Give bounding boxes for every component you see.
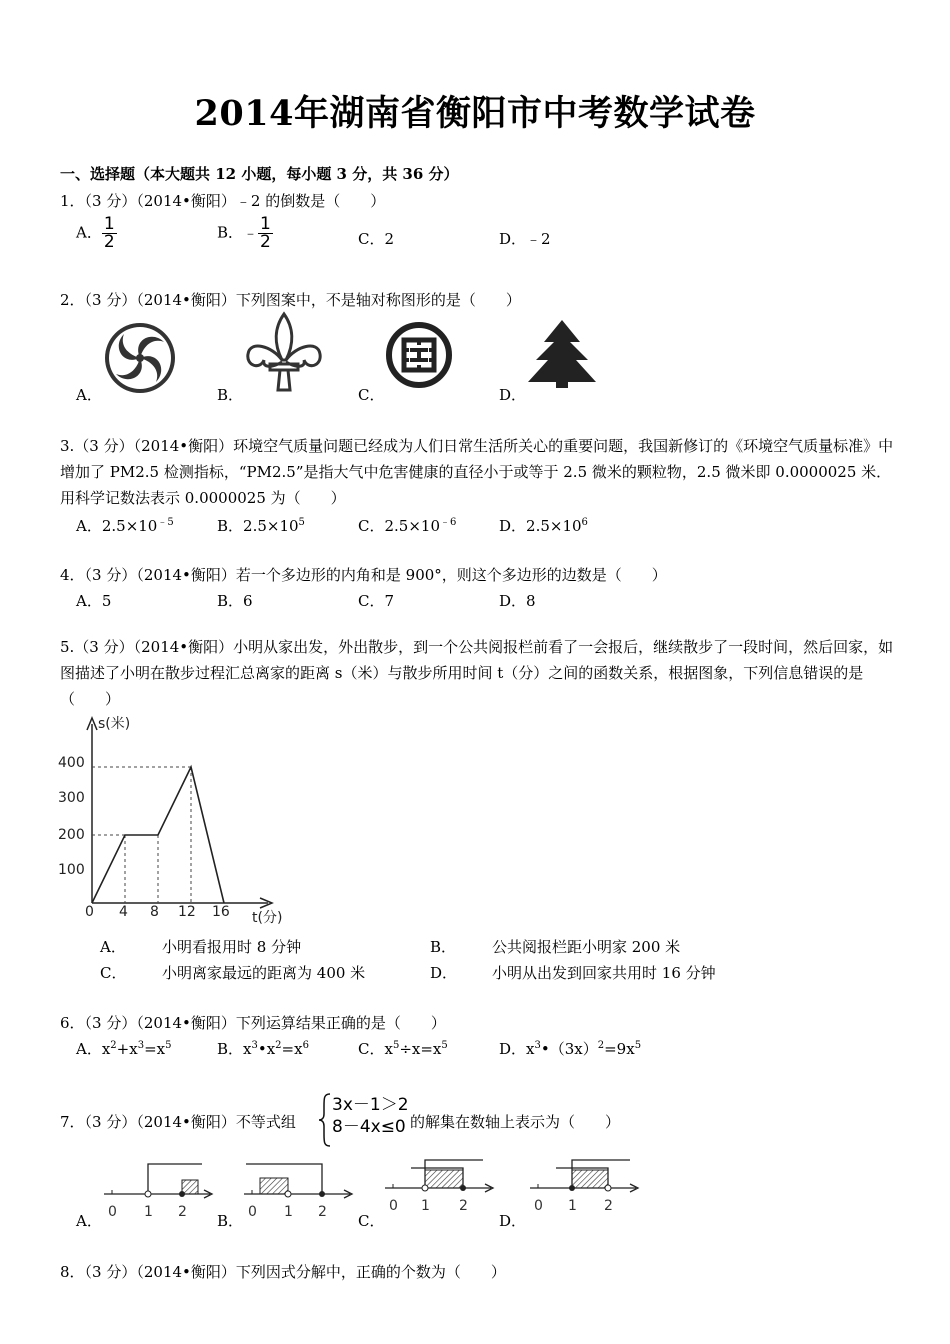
- q5-x-tick-0: 0: [85, 904, 94, 920]
- q7-a-tick-2: 2: [178, 1204, 187, 1220]
- q7-c-tick-2: 2: [459, 1198, 468, 1214]
- q7-b-tick-1: 1: [284, 1204, 293, 1220]
- q1-b-numerator: 1: [260, 214, 271, 234]
- q5-y-tick-100: 100: [58, 862, 85, 878]
- q3-d-base: D．2.5×10: [499, 517, 582, 535]
- q5-x-tick-16: 16: [212, 904, 230, 920]
- q6-b-exp2: 2: [275, 1040, 282, 1051]
- q7-number-line-a: [100, 1158, 220, 1220]
- q1-a-numerator: 1: [103, 214, 115, 234]
- q3-c-base: C．2.5×10: [358, 517, 440, 535]
- q6-d-part3: =9x: [604, 1040, 635, 1058]
- q7-d-tick-1: 1: [568, 1198, 577, 1214]
- exam-title: 2014年湖南省衡阳市中考数学试卷: [194, 93, 756, 134]
- q3-d-exponent: 6: [581, 517, 588, 528]
- q6-d-part2: •（3x）: [540, 1040, 598, 1058]
- q5-option-d-text: 小明从出发到回家共用时 16 分钟: [492, 964, 716, 982]
- q3-b-base: B．2.5×10: [217, 517, 299, 535]
- q1-b-denominator: 2: [260, 232, 271, 252]
- q7-inequality-1: 3x－1＞2: [332, 1095, 409, 1115]
- q6-a-exp2: 3: [137, 1040, 145, 1051]
- q4-option-c: C．7: [358, 592, 395, 610]
- q7-stem-after: 的解集在数轴上表示为（ ）: [410, 1113, 621, 1131]
- q7-number-line-c: [381, 1152, 501, 1214]
- q5-x-tick-12: 12: [178, 904, 196, 920]
- q6-c-exp2: 5: [441, 1040, 448, 1051]
- q5-option-b-text: 公共阅报栏距小明家 200 米: [492, 938, 681, 956]
- q1-b-fraction: [258, 216, 273, 251]
- q6-d-exp2: 2: [597, 1040, 605, 1051]
- q5-option-d-label: D．: [430, 964, 458, 982]
- q3-a-base: A．2.5×10: [76, 517, 158, 535]
- q6-b-exp1: 3: [251, 1040, 258, 1051]
- q6-d-exp3: 5: [634, 1040, 642, 1051]
- q5-option-c-text: 小明离家最远的距离为 400 米: [162, 964, 366, 982]
- q2-option-d: D．: [499, 386, 527, 404]
- q6-c-part2: ÷x=x: [399, 1040, 442, 1058]
- q1-stem: 1．（3 分）（2014•衡阳）﹣2 的倒数是（ ）: [60, 192, 386, 210]
- q3-b-exponent: 5: [298, 517, 305, 528]
- q3-stem: 3.（3 分）（2014•衡阳）环境空气质量问题已经成为人们日常生活所关心的重要问题，我国新修订的《环境空气质量标准》中增加了 PM2.5 检测指标，“PM2.5”是指大气中危害健康的直径小于或等于 2.5 微米的颗粒物，2.5 微米即 0.0000025 米．用科学记数法表示 0.0000025 为（ ）: [60, 437, 894, 507]
- q7-stem-before: 7．（3 分）（2014•衡阳）不等式组: [60, 1113, 296, 1131]
- q1-a-denominator: 2: [103, 232, 115, 252]
- q1-option-b: [217, 216, 273, 251]
- q1-option-a: [76, 216, 117, 251]
- q5-y-tick-300: 300: [58, 790, 85, 806]
- q6-c-exp1: 5: [392, 1040, 400, 1051]
- q3-c-exponent: ﹣6: [440, 517, 457, 528]
- q7-number-line-d: [526, 1152, 646, 1214]
- swirl-pinwheel-figure: [102, 320, 178, 396]
- q6-option-d: [499, 1038, 641, 1059]
- bank-logo-figure: [386, 322, 452, 388]
- q6-option-b: [217, 1038, 309, 1059]
- q5-y-tick-200: 200: [58, 827, 85, 843]
- q3-option-c: [358, 515, 456, 536]
- fleur-de-lis-figure: [242, 310, 326, 396]
- q6-a-part2: +x: [116, 1040, 138, 1058]
- q4-option-a: A．5: [76, 592, 112, 610]
- q5-option-a-text: 小明看报用时 8 分钟: [162, 938, 302, 956]
- q1-option-d: D．﹣2: [499, 230, 551, 248]
- section-heading: 一、选择题（本大题共 12 小题，每小题 3 分，共 36 分）: [60, 165, 459, 183]
- q2-option-c: C．: [358, 386, 385, 404]
- q7-b-tick-2: 2: [318, 1204, 327, 1220]
- q2-stem: 2．（3 分）（2014•衡阳）下列图案中，不是轴对称图形的是（ ）: [60, 291, 521, 309]
- q7-b-tick-0: 0: [248, 1204, 257, 1220]
- q7-inequality-2: 8－4x≤0: [332, 1117, 406, 1137]
- q3-option-a: [76, 515, 174, 536]
- q6-a-part3: =x: [144, 1040, 166, 1058]
- q3-option-b: [217, 515, 305, 536]
- q5-x-axis-label: t(分): [252, 910, 283, 926]
- q6-b-part2: •x: [257, 1040, 276, 1058]
- q7-a-tick-1: 1: [144, 1204, 153, 1220]
- q5-stem: 5.（3 分）（2014•衡阳）小明从家出发，外出散步，到一个公共阅报栏前看了一会报后，继续散步了一段时间，然后回家，如图描述了小明在散步过程汇总离家的距离 s（米）与散步所用时间 t（分）之间的函数关系，根据图象，下列信息错误的是（ ）: [60, 638, 894, 708]
- q7-c-tick-0: 0: [389, 1198, 398, 1214]
- q2-option-a: A．: [76, 386, 102, 404]
- q7-option-a: A．: [76, 1212, 102, 1230]
- q7-number-line-b: [240, 1158, 360, 1220]
- q7-option-d: D．: [499, 1212, 527, 1230]
- q5-x-tick-8: 8: [150, 904, 159, 920]
- q1-b-label: B．﹣: [217, 223, 259, 242]
- q5-y-tick-400: 400: [58, 755, 85, 771]
- q7-d-tick-2: 2: [604, 1198, 613, 1214]
- q6-c-part1: C．x: [358, 1040, 393, 1058]
- q6-b-part1: B．x: [217, 1040, 252, 1058]
- q1-option-c: C．2: [358, 230, 395, 248]
- q4-option-d: D．8: [499, 592, 536, 610]
- q6-a-exp3: 5: [165, 1040, 172, 1051]
- q5-option-b-label: B．: [430, 938, 457, 956]
- q7-c-tick-1: 1: [421, 1198, 430, 1214]
- q6-b-part3: =x: [281, 1040, 303, 1058]
- q6-a-part1: A．x: [76, 1040, 111, 1058]
- q6-option-c: [358, 1038, 448, 1059]
- q6-stem: 6．（3 分）（2014•衡阳）下列运算结果正确的是（ ）: [60, 1014, 446, 1032]
- q3-a-exponent: ﹣5: [157, 517, 174, 528]
- pine-tree-figure: [526, 318, 598, 390]
- q1-a-fraction: [102, 216, 117, 251]
- q6-a-exp1: 2: [110, 1040, 117, 1051]
- q7-option-b: B．: [217, 1212, 244, 1230]
- q1-a-label: A．: [76, 223, 102, 242]
- q6-option-a: [76, 1038, 171, 1059]
- q5-x-tick-4: 4: [119, 904, 128, 920]
- q4-option-b: B．6: [217, 592, 253, 610]
- q3-option-d: [499, 515, 588, 536]
- q7-d-tick-0: 0: [534, 1198, 543, 1214]
- q6-b-exp3: 6: [302, 1040, 309, 1051]
- q6-d-part1: D．x: [499, 1040, 535, 1058]
- q7-option-c: C．: [358, 1212, 385, 1230]
- q5-option-c-label: C．: [100, 964, 127, 982]
- q5-y-axis-label: s(米): [98, 716, 131, 732]
- q7-a-tick-0: 0: [108, 1204, 117, 1220]
- q5-option-a-label: A．: [100, 938, 126, 956]
- q2-option-b: B．: [217, 386, 244, 404]
- q8-stem: 8．（3 分）（2014•衡阳）下列因式分解中，正确的个数为（ ）: [60, 1263, 506, 1281]
- q5-distance-time-graph: [52, 710, 302, 930]
- q7-inequality-system: [332, 1094, 409, 1138]
- q6-d-exp1: 3: [534, 1040, 541, 1051]
- q7-left-brace: [318, 1092, 332, 1148]
- q4-stem: 4．（3 分）（2014•衡阳）若一个多边形的内角和是 900°，则这个多边形的边数是（ ）: [60, 566, 667, 584]
